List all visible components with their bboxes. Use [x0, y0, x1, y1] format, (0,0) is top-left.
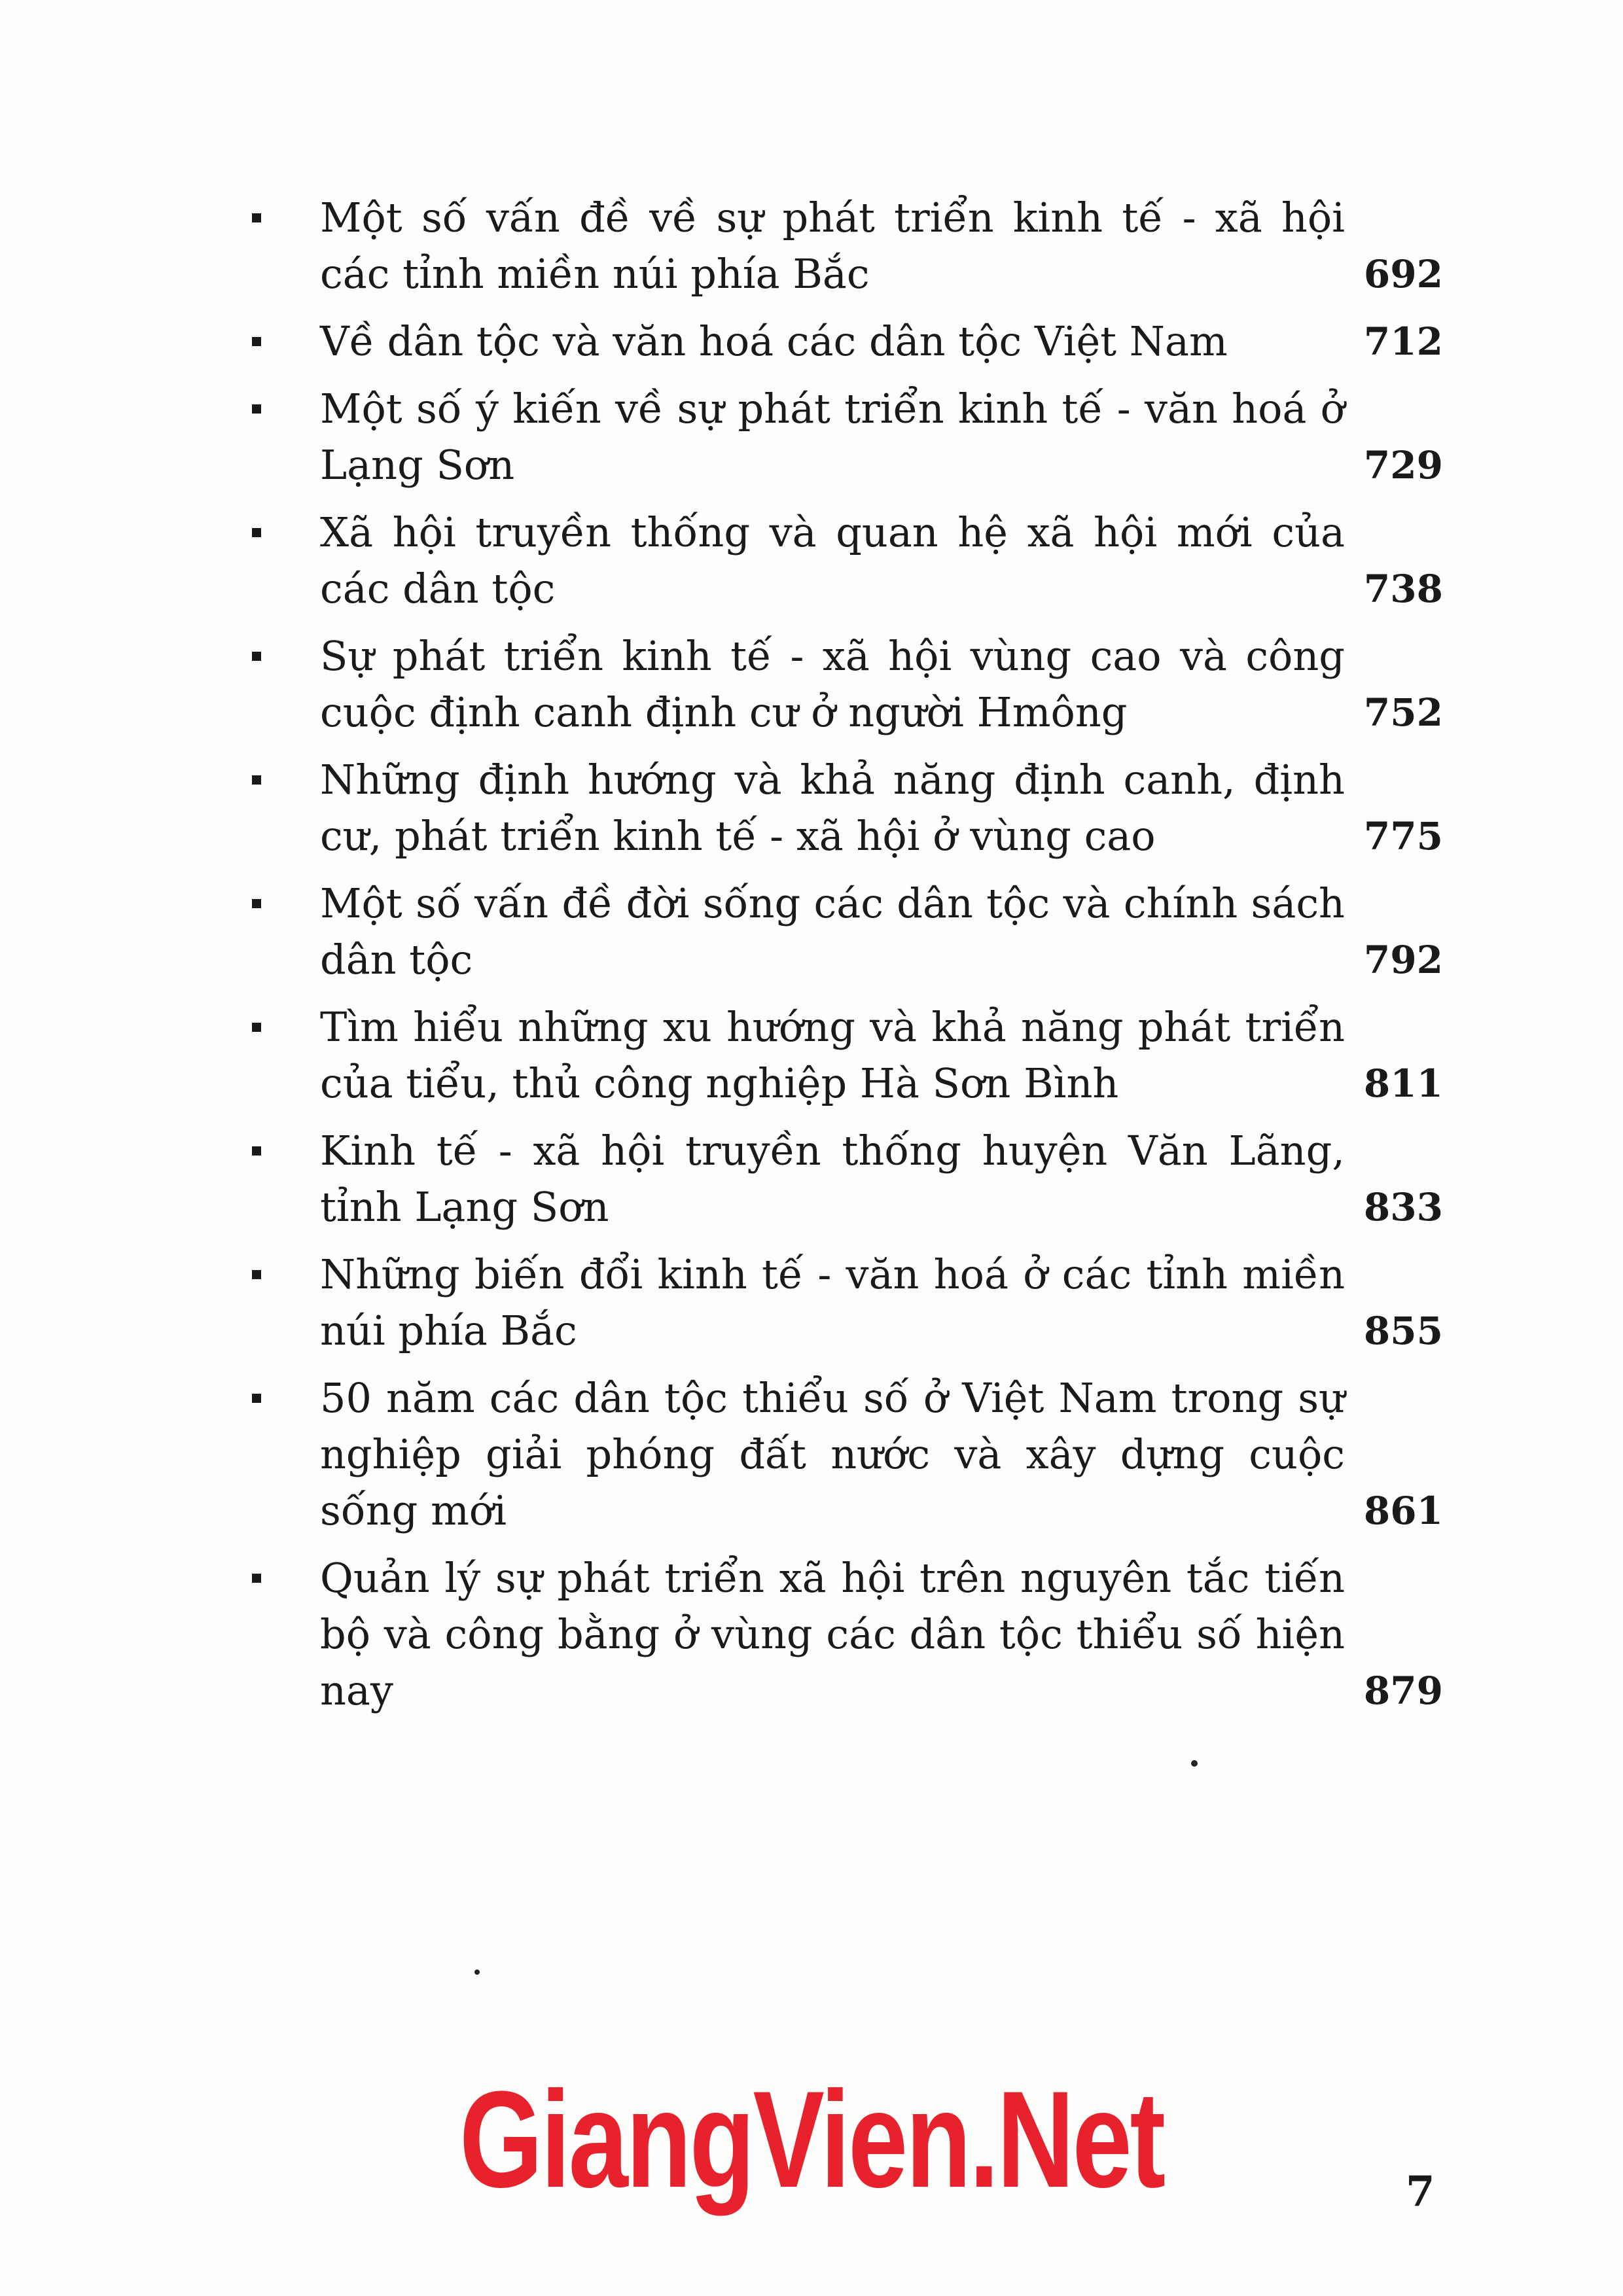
toc-entry — [245, 504, 1443, 617]
toc-entry-body — [320, 190, 1443, 302]
toc-entry-title: Về dân tộc và văn hoá các dân tộc Việt Nam — [320, 317, 1228, 365]
bullet-square-icon — [252, 404, 261, 414]
toc-entry-page: 861 — [1363, 1489, 1443, 1533]
toc-entry-body — [320, 628, 1443, 741]
toc-entry — [245, 381, 1443, 493]
page-number: 7 — [1406, 2167, 1435, 2216]
bullet-square-icon — [252, 652, 261, 661]
table-of-contents — [245, 190, 1443, 1730]
bullet-square-icon — [252, 1146, 261, 1156]
toc-entry — [245, 1370, 1443, 1539]
toc-entry-body — [320, 1370, 1443, 1539]
bullet-square-icon — [252, 1394, 261, 1403]
toc-entry-title: Xã hội truyền thống và quan hệ xã hội mới của các dân tộc — [320, 508, 1345, 612]
toc-entry-title: Quản lý sự phát triển xã hội trên nguyên tắc tiến bộ và công bằng ở vùng các dân tộc thiểu số hiện nay — [320, 1554, 1345, 1714]
toc-entry-body — [320, 1550, 1443, 1719]
toc-entry — [245, 313, 1443, 370]
toc-entry-page: 833 — [1363, 1185, 1443, 1229]
toc-entry — [245, 628, 1443, 741]
toc-entry-page: 712 — [1363, 319, 1443, 364]
toc-entry-title: Một số vấn đề về sự phát triển kinh tế - xã hội các tỉnh miền núi phía Bắc — [320, 194, 1345, 298]
toc-entry-page: 692 — [1363, 252, 1443, 296]
toc-entry-title: 50 năm các dân tộc thiểu số ở Việt Nam trong sự nghiệp giải phóng đất nước và xây dựng cuộc sống mới — [320, 1374, 1345, 1534]
bullet-square-icon — [252, 528, 261, 537]
toc-entry-page: 729 — [1363, 443, 1443, 487]
bullet-square-icon — [252, 1270, 261, 1279]
toc-entry-title: Tìm hiểu những xu hướng và khả năng phát triển của tiểu, thủ công nghiệp Hà Sơn Bình — [320, 1003, 1345, 1107]
scan-speck — [474, 1969, 480, 1975]
watermark: GiangVien.Net — [459, 2062, 1164, 2216]
toc-entry — [245, 1550, 1443, 1719]
toc-entry-title: Những định hướng và khả năng định canh, định cư, phát triển kinh tế - xã hội ở vùng cao — [320, 756, 1345, 860]
toc-entry — [245, 999, 1443, 1112]
toc-entry-body — [320, 999, 1443, 1112]
bullet-square-icon — [252, 1574, 261, 1583]
toc-entry-page: 811 — [1363, 1061, 1443, 1106]
toc-entry-body — [320, 752, 1443, 864]
toc-entry — [245, 1123, 1443, 1235]
toc-entry-title: Kinh tế - xã hội truyền thống huyện Văn Lãng, tỉnh Lạng Sơn — [320, 1127, 1345, 1231]
toc-entry-body — [320, 504, 1443, 617]
toc-entry-title: Sự phát triển kinh tế - xã hội vùng cao và công cuộc định canh định cư ở người Hmông — [320, 632, 1345, 736]
bullet-square-icon — [252, 213, 261, 222]
toc-entry-title: Một số vấn đề đời sống các dân tộc và chính sách dân tộc — [320, 879, 1345, 983]
toc-entry-page: 855 — [1363, 1309, 1443, 1353]
toc-entry-page: 879 — [1363, 1669, 1443, 1713]
toc-entry — [245, 875, 1443, 988]
toc-entry-title: Một số ý kiến về sự phát triển kinh tế - văn hoá ở Lạng Sơn — [320, 385, 1345, 489]
bullet-square-icon — [252, 337, 261, 346]
scan-speck — [1191, 1760, 1198, 1767]
toc-entry-body — [320, 381, 1443, 493]
bullet-square-icon — [252, 1023, 261, 1032]
toc-entry-body — [320, 1246, 1443, 1359]
toc-entry-page: 738 — [1363, 567, 1443, 611]
toc-entry — [245, 1246, 1443, 1359]
toc-entry-body — [320, 875, 1443, 988]
bullet-square-icon — [252, 775, 261, 785]
toc-entry-page: 792 — [1363, 938, 1443, 982]
bullet-square-icon — [252, 899, 261, 908]
toc-entry-body — [320, 1123, 1443, 1235]
toc-entry — [245, 752, 1443, 864]
toc-entry-title: Những biến đổi kinh tế - văn hoá ở các tỉnh miền núi phía Bắc — [320, 1250, 1345, 1354]
toc-entry-page: 752 — [1363, 690, 1443, 735]
toc-entry — [245, 190, 1443, 302]
toc-entry-page: 775 — [1363, 814, 1443, 858]
toc-entry-body — [320, 313, 1443, 370]
